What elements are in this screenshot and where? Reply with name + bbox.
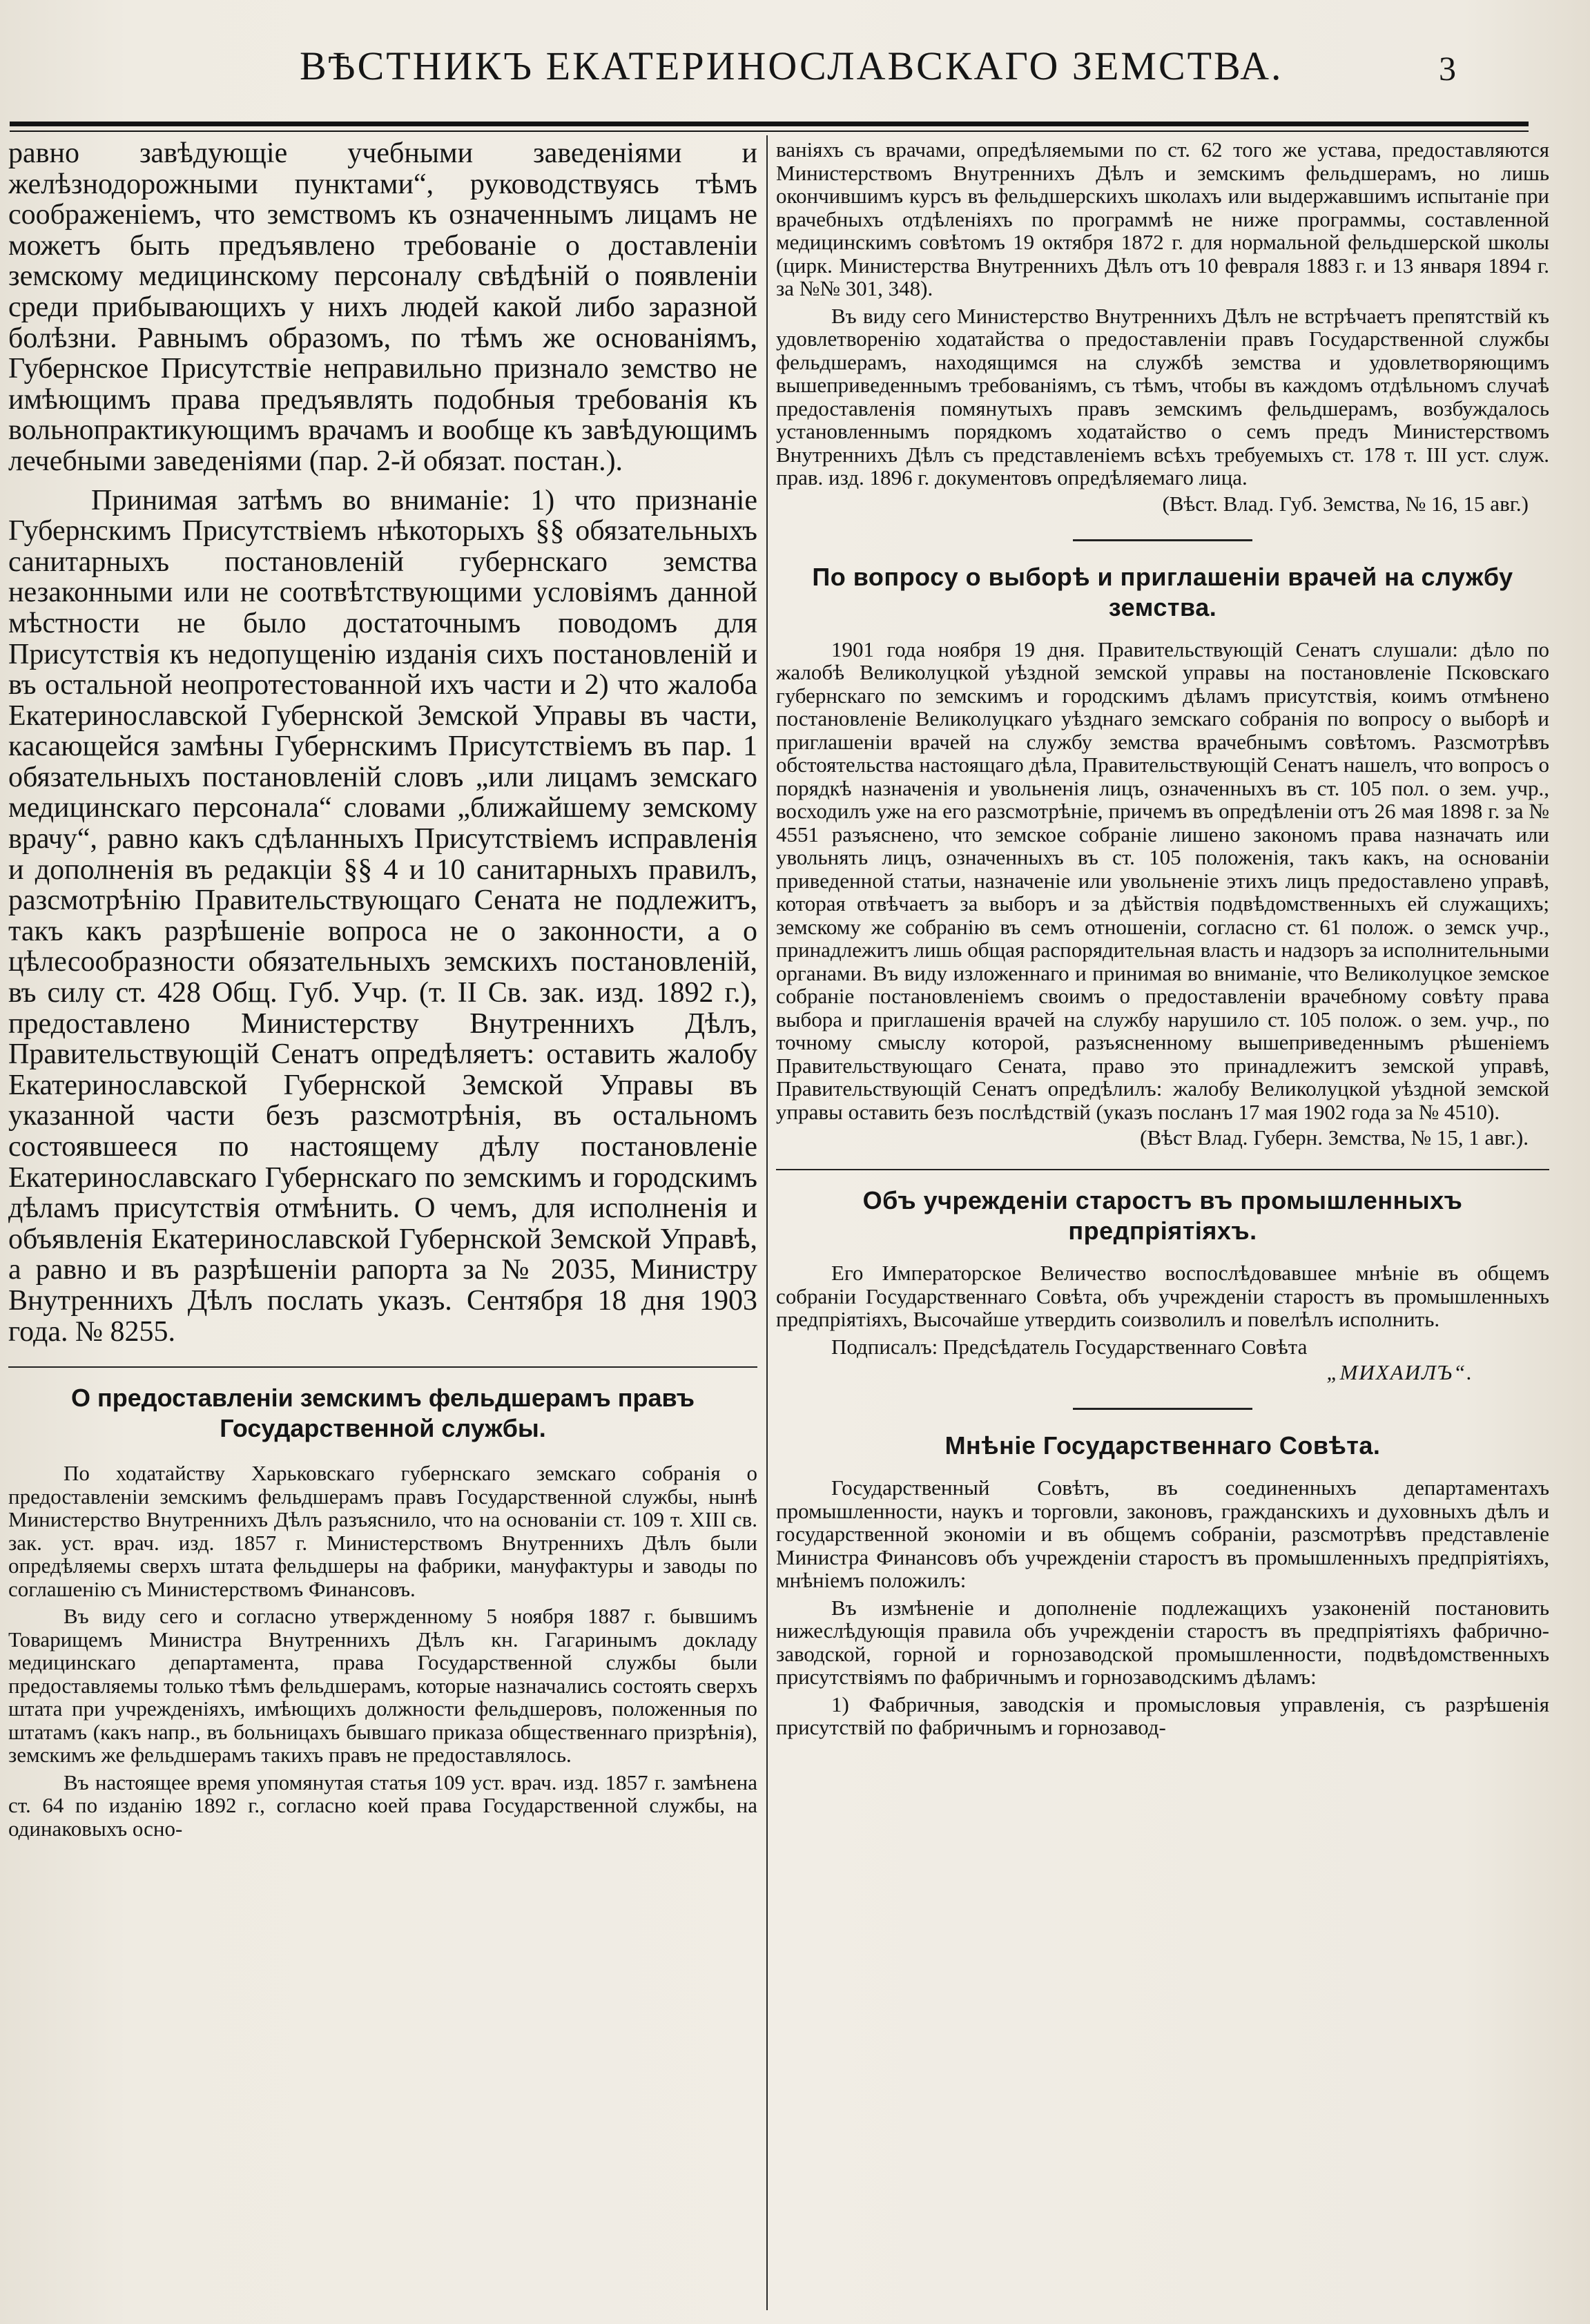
paragraph: Въ виду сего и согласно утвержденному 5 ноября 1887 г. бывшимъ Товарищемъ Министра Внутреннихъ Дѣлъ кн. Гагаринымъ докладу медицинскаго департамента, права Государственной службы были предоставляемы только тѣмъ фельдшерамъ, которые назначались состоять сверхъ штата при учрежденіяхъ, имѣющихъ должности фельдшеровъ, положенныя по штатамъ (какъ напр., въ больницахъ бывшаго приказа общественнаго призрѣнія), земскимъ же фельдшерамъ такихъ правъ не предоставлялось. bbox=[8, 1604, 757, 1768]
paragraph: 1901 года ноября 19 дня. Правительствующій Сенатъ слушали: дѣло по жалобѣ Великолуцкой уѣздной земской управы на постановленіе Псковскаго губернскаго по земскимъ и городскимъ дѣламъ присутствія, коимъ отмѣнено постановленіе Великолуцкаго уѣзднаго земскаго собранія по вопросу о выборѣ и приглашеніи врачей на службу земства врачебнымъ совѣтомъ. Разсмотрѣвъ обстоятельства настоящаго дѣла, Правительствующій Сенатъ нашелъ, что вопросъ о порядкѣ назначенія и увольненія лицъ, означенныхъ въ ст. 105 пол. о зем. учр., восходилъ уже на его разсмотрѣніе, причемъ въ опредѣленіи отъ 26 мая 1898 г. за № 4551 разъяснено, что земское собраніе лишено закономъ права назначать или увольнять лицъ, означенныхъ въ ст. 105 положенія, такъ какъ, на основаніи приведенной статьи, назначеніе или увольненіе этихъ лицъ предоставлено управѣ, которая отвѣчаетъ за выборъ и за дѣйствія подвѣдомственныхъ ей служащихъ; земскому же собранію въ семъ отношеніи, согласно ст. 61 полож. о земск учр., принадлежитъ лишь общая распорядительная власть и надзоръ за исполнительными органами. Въ виду изложеннаго и принимая во вниманіе, что Великолуцкое земское собраніе постановленіемъ своимъ о предоставленіи врачебному совѣту права выбора и приглашенія врачей на службу нарушило ст. 105 полож. о зем. учр., по точному смыслу которой, разъясненному вышеприведеннымъ рѣшеніемъ Правительствующаго Сената, право это принадлежитъ земской управѣ, Правительствующій Сенатъ опредѣлилъ: жалобу Великолуцкой уѣздной земской управы оставить безъ послѣдствій (указъ посланъ 17 мая 1902 года за № 4510). bbox=[776, 637, 1549, 1124]
page-header bbox=[10, 40, 1529, 116]
paragraph: Подписалъ: Предсѣдатель Государственнаго Совѣта bbox=[831, 1334, 1308, 1359]
paragraph: 1) Фабричныя, заводскія и промысловыя управленія, съ разрѣшенія присутствій по фабричнымъ и горнозавод- bbox=[776, 1692, 1549, 1739]
signature: „МИХАИЛЪ“. bbox=[1326, 1360, 1473, 1384]
section-divider bbox=[8, 1366, 757, 1368]
paragraph: Его Императорское Величество воспослѣдовавшее мнѣніе въ общемъ собраніи Государственнаго Совѣта, объ учрежденіи старостъ въ промышленныхъ предпріятіяхъ, Высочайше утвердить соизволилъ и повелѣлъ исполнить. bbox=[776, 1261, 1549, 1331]
left-column bbox=[8, 138, 757, 2313]
right-column bbox=[776, 138, 1549, 2313]
page-number: 3 bbox=[1439, 49, 1456, 88]
paragraph: ваніяхъ съ врачами, опредѣляемыми по ст. 62 того же устава, предоставляются Министерствомъ Внутреннихъ Дѣлъ и земскимъ фельдшерамъ, но лишь окончившимъ курсъ въ фельдшерскихъ школахъ или выдержавшимъ испытаніе при врачебныхъ отдѣленіяхъ по программѣ не ниже программы, составленной медицинскимъ совѣтомъ 19 октября 1872 г. для нормальной фельдшерской школы (цирк. Министерства Внутреннихъ Дѣлъ отъ 10 февраля 1883 г. и 13 января 1894 г. за №№ 301, 348). bbox=[776, 138, 1549, 300]
paragraph: Государственный Совѣтъ, въ соединенныхъ департаментахъ промышленности, наукъ и торговли, законовъ, гражданскихъ и духовныхъ дѣлъ и государственной экономіи и въ общемъ собраніи, разсмотрѣвъ представленіе Министра Финансовъ объ учрежденіи старостъ въ промышленныхъ предпріятіяхъ, мнѣніемъ положилъ: bbox=[776, 1475, 1549, 1592]
section-divider bbox=[776, 1169, 1549, 1170]
paragraph: равно завѣдующіе учебными заведеніями и желѣзнодорожными пунктами“, руководствуясь тѣмъ соображеніемъ, что земствомъ къ означеннымъ лицамъ не можетъ быть предъявлено требованіе о доставленіи земскому медицинскому персоналу свѣдѣній о появленіи среди прибывающихъ у нихъ людей какой либо заразной болѣзни. Равнымъ образомъ, по тѣмъ же основаніямъ, Губернское Присутствіе неправильно признало земство не имѣющимъ права предъявлять подобныя требованія къ вольнопрактикующимъ врачамъ и вообще къ завѣдующимъ лечебными заведеніями (пар. 2-й обязат. постан.). bbox=[8, 138, 757, 477]
column-divider bbox=[766, 135, 768, 2310]
journal-title: ВѢСТНИКЪ ЕКАТЕРИНОСЛАВСКАГО ЗЕМСТВА. bbox=[300, 43, 1283, 88]
header-rule-thin bbox=[10, 130, 1529, 132]
source-citation: (Вѣст Влад. Губерн. Земства, № 15, 1 авг.). bbox=[1140, 1125, 1529, 1150]
section-heading: По вопросу о выборѣ и приглашеніи врачей на службу земства. bbox=[812, 562, 1513, 621]
paragraph: Въ виду сего Министерство Внутреннихъ Дѣлъ не встрѣчаетъ препятствій къ удовлетворенію ходатайства о предоставленіи правъ Государственной службы фельдшерамъ, находящимся на службѣ земства и удовлетворяющимъ вышеприведеннымъ требованіямъ, съ тѣмъ, чтобы въ каждомъ отдѣльномъ случаѣ предоставленія помянутыхъ правъ земскимъ фельдшерамъ, возбуждалось установленнымъ порядкомъ ходатайство о семъ предъ Министерствомъ Внутреннихъ Дѣлъ съ представленіемъ всѣхъ требуемыхъ ст. 178 т. III уст. служ. прав. изд. 1896 г. документовъ опредѣляемаго лица. bbox=[776, 303, 1549, 490]
section-heading: Объ учрежденіи старостъ въ промышленныхъ предпріятіяхъ. bbox=[862, 1186, 1463, 1245]
section-heading: Мнѣніе Государственнаго Совѣта. bbox=[944, 1431, 1381, 1460]
short-divider bbox=[1073, 539, 1252, 541]
paragraph: Въ настоящее время упомянутая статья 109 уст. врач. изд. 1857 г. замѣнена ст. 64 по изданію 1892 г., согласно коей права Государственной службы, на одинаковыхъ осно- bbox=[8, 1770, 757, 1841]
section-heading: О предоставленіи земскимъ фельдшерамъ правъ Государственной службы. bbox=[71, 1384, 695, 1443]
source-citation: (Вѣст. Влад. Губ. Земства, № 16, 15 авг.) bbox=[1162, 491, 1529, 516]
paragraph: Принимая затѣмъ во вниманіе: 1) что признаніе Губернскимъ Присутствіемъ нѣкоторыхъ §§ обязательныхъ санитарныхъ постановленій губернскаго земства незаконными или не соотвѣтствующими условіямъ данной мѣстности не было достаточнымъ поводомъ для Присутствія къ недопущенію изданія сихъ постановленій и въ остальной неопротестованной ихъ части и 2) что жалоба Екатеринославской Губернской Земской Управы въ части, касающейся замѣны Губернскимъ Присутствіемъ въ пар. 1 обязательныхъ постановленій словъ „или лицамъ земскаго медицинскаго персонала“ словами „ближайшему земскому врачу“, равно какъ сдѣланныхъ Присутствіемъ исправленія и дополненія въ редакціи §§ 4 и 10 санитарныхъ правилъ, разсмотрѣнію Правительствующаго Сената не подлежитъ, такъ какъ разрѣшеніе вопроса не о законности, а о цѣлесообразности обязательныхъ земскихъ постановленій, въ силу ст. 428 Общ. Губ. Учр. (т. II Св. зак. изд. 1892 г.), предоставлено Министерству Внутреннихъ Дѣлъ, Правительствующій Сенатъ опредѣляетъ: оставить жалобу Екатеринославской Губернской Земской Управы въ указанной части безъ разсмотрѣнія, въ остальномъ состоявшееся по настоящему дѣлу постановленіе Екатеринославскаго Губернскаго по земскимъ и городскимъ дѣламъ присутствія отмѣнить. О чемъ, для исполненія и объявленія Екатеринославской Губернской Земской Управѣ, а равно и въ разрѣшеніи рапорта за № 2035, Министру Внутреннихъ Дѣлъ послать указъ. Сентября 18 дня 1903 года. № 8255. bbox=[8, 484, 757, 1348]
header-rule-thick bbox=[10, 122, 1529, 126]
paragraph: Въ измѣненіе и дополненіе подлежащихъ узаконеній постановить нижеслѣдующія правила объ учрежденіи старостъ въ предпріятіяхъ фабрично-заводской, горной и горнозаводской промышленности, подвѣдомственныхъ присутствіямъ по фабричнымъ и горнозаводскимъ дѣламъ: bbox=[776, 1595, 1549, 1689]
short-divider bbox=[1073, 1408, 1252, 1410]
paragraph: По ходатайству Харьковскаго губернскаго земскаго собранія о предоставленіи земскимъ фельдшерамъ правъ Государственной службы, нынѣ Министерство Внутреннихъ Дѣлъ разъяснило, что на основаніи ст. 109 т. XIII св. зак. уст. врач. изд. 1857 г. Министерствомъ Внутреннихъ Дѣлъ были опредѣляемы сверхъ штата фельдшеры на фабрики, мануфактуры и заводы по соглашенію съ Министерствомъ Финансовъ. bbox=[8, 1461, 757, 1601]
